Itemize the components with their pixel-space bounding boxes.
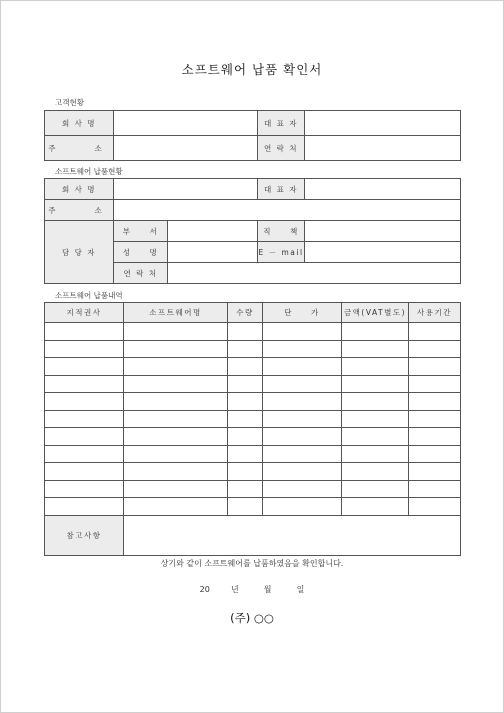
header-software-name: 소프트웨어명 — [124, 303, 228, 323]
copyright-holder-cell[interactable] — [45, 445, 124, 463]
unit-price-cell[interactable] — [263, 428, 342, 446]
delivery-dept-label: 부 서 — [114, 221, 168, 242]
usage-period-cell[interactable] — [409, 358, 461, 376]
usage-period-cell[interactable] — [409, 498, 461, 516]
unit-price-cell[interactable] — [263, 445, 342, 463]
unit-price-cell[interactable] — [263, 463, 342, 481]
date-day-unit: 일 — [296, 585, 305, 594]
quantity-cell[interactable] — [228, 410, 263, 428]
header-quantity: 수량 — [228, 303, 263, 323]
delivery-company-field[interactable] — [114, 179, 258, 200]
delivery-ceo-label: 대 표 자 — [258, 179, 305, 200]
table-row — [45, 410, 461, 428]
amount-cell[interactable] — [342, 410, 409, 428]
amount-cell[interactable] — [342, 340, 409, 358]
unit-price-cell[interactable] — [263, 498, 342, 516]
software-name-cell[interactable] — [124, 445, 228, 463]
delivery-table — [44, 178, 461, 284]
date-year: 20 — [199, 585, 210, 594]
section-label-delivery: 소프트웨어 납품현황 — [55, 167, 123, 176]
quantity-cell[interactable] — [228, 358, 263, 376]
copyright-holder-cell[interactable] — [45, 498, 124, 516]
software-name-cell[interactable] — [124, 498, 228, 516]
customer-ceo-label: 대 표 자 — [258, 111, 305, 136]
table-row — [45, 340, 461, 358]
unit-price-cell[interactable] — [263, 358, 342, 376]
software-name-cell[interactable] — [124, 410, 228, 428]
software-name-cell[interactable] — [124, 480, 228, 498]
header-copyright-holder: 지적권사 — [45, 303, 124, 323]
header-unit-price: 단 가 — [263, 303, 342, 323]
section-label-details: 소프트웨어 납품내역 — [55, 291, 123, 300]
usage-period-cell[interactable] — [409, 375, 461, 393]
table-row — [45, 480, 461, 498]
usage-period-cell[interactable] — [409, 323, 461, 341]
table-row — [45, 428, 461, 446]
amount-cell[interactable] — [342, 323, 409, 341]
unit-price-cell[interactable] — [263, 375, 342, 393]
delivery-company-label: 회 사 명 — [45, 179, 114, 200]
unit-price-cell[interactable] — [263, 393, 342, 411]
delivery-name-field[interactable] — [168, 242, 258, 263]
delivery-position-label: 직 책 — [258, 221, 305, 242]
delivery-address-label: 주 소 — [45, 200, 114, 221]
copyright-holder-cell[interactable] — [45, 480, 124, 498]
quantity-cell[interactable] — [228, 393, 263, 411]
table-row — [45, 393, 461, 411]
unit-price-cell[interactable] — [263, 410, 342, 428]
usage-period-cell[interactable] — [409, 480, 461, 498]
software-name-cell[interactable] — [124, 393, 228, 411]
delivery-email-label: E － mail — [258, 242, 305, 263]
usage-period-cell[interactable] — [409, 410, 461, 428]
table-row — [45, 463, 461, 481]
delivery-position-field[interactable] — [305, 221, 461, 242]
unit-price-cell[interactable] — [263, 323, 342, 341]
customer-ceo-field[interactable] — [305, 111, 461, 136]
copyright-holder-cell[interactable] — [45, 463, 124, 481]
table-row — [45, 358, 461, 376]
table-row — [45, 323, 461, 341]
table-row — [45, 498, 461, 516]
customer-address-label: 주 소 — [45, 136, 114, 161]
details-table — [44, 302, 461, 556]
table-row — [45, 375, 461, 393]
header-amount: 금액(VAT별도) — [342, 303, 409, 323]
customer-company-label: 회 사 명 — [45, 111, 114, 136]
remarks-label: 참고사항 — [45, 515, 124, 555]
remarks-field[interactable] — [124, 515, 461, 555]
section-label-customer: 고객현황 — [55, 98, 84, 107]
document-title: 소프트웨어 납품 확인서 — [181, 62, 323, 77]
usage-period-cell[interactable] — [409, 463, 461, 481]
software-name-cell[interactable] — [124, 463, 228, 481]
usage-period-cell[interactable] — [409, 393, 461, 411]
quantity-cell[interactable] — [228, 498, 263, 516]
table-row — [45, 445, 461, 463]
quantity-cell[interactable] — [228, 428, 263, 446]
amount-cell[interactable] — [342, 480, 409, 498]
copyright-holder-cell[interactable] — [45, 428, 124, 446]
company-signature: (주) ○○ — [230, 611, 274, 625]
copyright-holder-cell[interactable] — [45, 375, 124, 393]
usage-period-cell[interactable] — [409, 445, 461, 463]
customer-contact-field[interactable] — [305, 136, 461, 161]
quantity-cell[interactable] — [228, 323, 263, 341]
details-header-row — [45, 303, 461, 323]
software-name-cell[interactable] — [124, 358, 228, 376]
header-usage-period: 사용기간 — [409, 303, 461, 323]
software-name-cell[interactable] — [124, 375, 228, 393]
delivery-address-field[interactable] — [114, 200, 461, 221]
date-line — [0, 584, 504, 595]
software-name-cell[interactable] — [124, 323, 228, 341]
delivery-contact-label: 연 락 처 — [114, 263, 168, 284]
unit-price-cell[interactable] — [263, 480, 342, 498]
quantity-cell[interactable] — [228, 375, 263, 393]
customer-contact-label: 연 락 처 — [258, 136, 305, 161]
customer-address-field[interactable] — [114, 136, 258, 161]
copyright-holder-cell[interactable] — [45, 410, 124, 428]
copyright-holder-cell[interactable] — [45, 393, 124, 411]
software-name-cell[interactable] — [124, 340, 228, 358]
amount-cell[interactable] — [342, 358, 409, 376]
delivery-ceo-field[interactable] — [305, 179, 461, 200]
amount-cell[interactable] — [342, 428, 409, 446]
copyright-holder-cell[interactable] — [45, 323, 124, 341]
usage-period-cell[interactable] — [409, 340, 461, 358]
software-name-cell[interactable] — [124, 428, 228, 446]
customer-company-field[interactable] — [114, 111, 258, 136]
quantity-cell[interactable] — [228, 463, 263, 481]
date-month-unit: 월 — [263, 585, 272, 594]
delivery-name-label: 성 명 — [114, 242, 168, 263]
quantity-cell[interactable] — [228, 445, 263, 463]
delivery-email-field[interactable] — [305, 242, 461, 263]
delivery-contact-field[interactable] — [168, 263, 461, 284]
amount-cell[interactable] — [342, 445, 409, 463]
copyright-holder-cell[interactable] — [45, 340, 124, 358]
amount-cell[interactable] — [342, 463, 409, 481]
delivery-dept-field[interactable] — [168, 221, 258, 242]
quantity-cell[interactable] — [228, 340, 263, 358]
copyright-holder-cell[interactable] — [45, 358, 124, 376]
amount-cell[interactable] — [342, 393, 409, 411]
quantity-cell[interactable] — [228, 480, 263, 498]
delivery-manager-label: 담 당 자 — [45, 221, 114, 284]
date-year-unit: 년 — [230, 585, 239, 594]
unit-price-cell[interactable] — [263, 340, 342, 358]
usage-period-cell[interactable] — [409, 428, 461, 446]
customer-table — [44, 110, 461, 161]
amount-cell[interactable] — [342, 375, 409, 393]
confirm-statement: 상기와 같이 소프트웨어를 납품하였음을 확인합니다. — [160, 559, 344, 568]
amount-cell[interactable] — [342, 498, 409, 516]
